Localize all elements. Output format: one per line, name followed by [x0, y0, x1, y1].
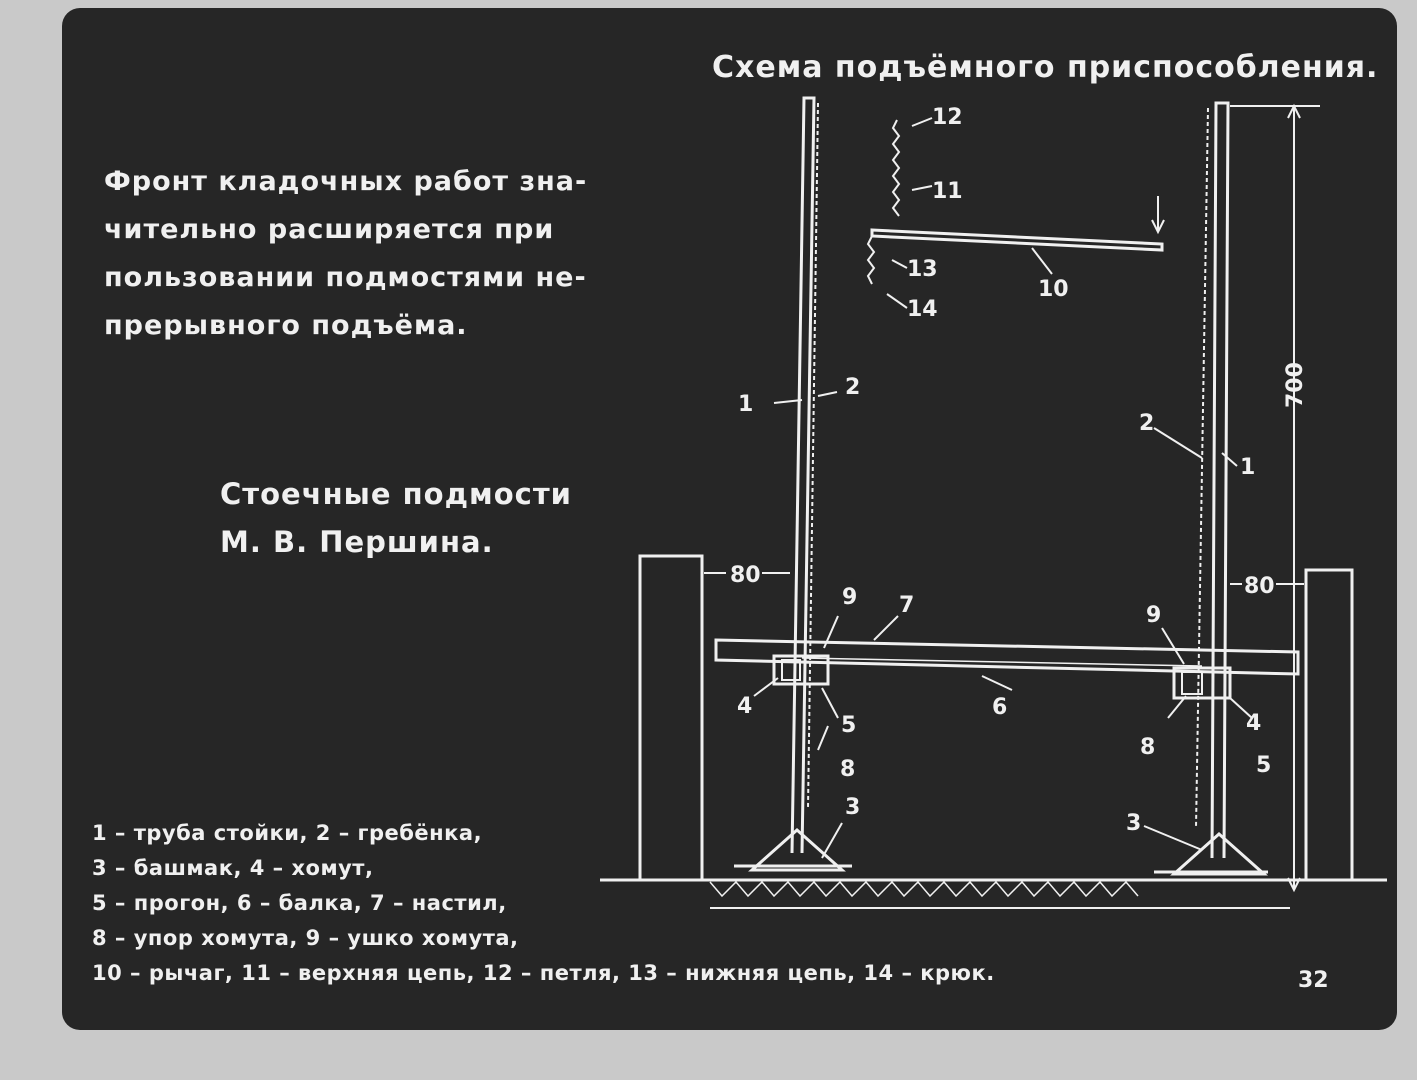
intro-line: прерывного подъёма. [104, 310, 468, 341]
label-5-left: 5 [841, 713, 857, 738]
label-4-right: 4 [1246, 711, 1262, 736]
legend-line: 3 – башмак, 4 – хомут, [92, 856, 374, 880]
right-wall [1306, 570, 1352, 880]
legend-line: 5 – прогон, 6 – балка, 7 – настил, [92, 891, 507, 915]
lever [872, 230, 1162, 250]
label-dim-700: 700 [1283, 362, 1308, 408]
legend-line: 10 – рычаг, 11 – верхняя цепь, 12 – петля, 13 – нижняя цепь, 14 – крюк. [92, 961, 995, 985]
subtitle-line: М. В. Першина. [220, 525, 494, 559]
left-wall [640, 556, 702, 880]
legend-line: 8 – упор хомута, 9 – ушко хомута, [92, 926, 519, 950]
right-post-comb [1196, 108, 1208, 828]
label-10: 10 [1038, 277, 1069, 302]
label-2-right: 2 [1139, 411, 1155, 436]
label-8-right: 8 [1140, 735, 1156, 760]
label-7: 7 [899, 593, 915, 618]
diagram-title: Схема подъёмного приспособления. [712, 50, 1379, 85]
label-1-left: 1 [738, 392, 754, 417]
intro-line: пользовании подмостями не- [104, 262, 587, 293]
label-8-left: 8 [840, 757, 856, 782]
label-12: 12 [932, 105, 963, 130]
label-9-left: 9 [842, 585, 858, 610]
label-11: 11 [932, 179, 963, 204]
intro-line: Фронт кладочных работ зна- [104, 166, 588, 197]
label-9-right: 9 [1146, 603, 1162, 628]
label-3-right: 3 [1126, 811, 1142, 836]
label-13: 13 [907, 257, 938, 282]
scaffold-diagram [62, 8, 1397, 1030]
lower-chain [868, 236, 874, 284]
label-dim-80-left: 80 [730, 563, 761, 588]
label-2-left: 2 [845, 375, 861, 400]
force-arrow [1152, 196, 1164, 232]
label-5-right: 5 [1256, 753, 1272, 778]
label-3-left: 3 [845, 795, 861, 820]
upper-chain [893, 120, 899, 216]
left-post-tube [792, 98, 814, 853]
right-post-tube [1212, 103, 1228, 858]
subtitle-line: Стоечные подмости [220, 477, 572, 511]
legend-line: 1 – труба стойки, 2 – гребёнка, [92, 821, 483, 845]
label-4-left: 4 [737, 694, 753, 719]
label-1-right: 1 [1240, 455, 1256, 480]
ground-hatch [710, 882, 1138, 896]
slide [62, 8, 1397, 1030]
page-number: 32 [1298, 968, 1329, 993]
label-dim-80-right: 80 [1244, 574, 1275, 599]
label-14: 14 [907, 297, 938, 322]
intro-line: чительно расширяется при [104, 214, 555, 245]
label-6: 6 [992, 695, 1008, 720]
